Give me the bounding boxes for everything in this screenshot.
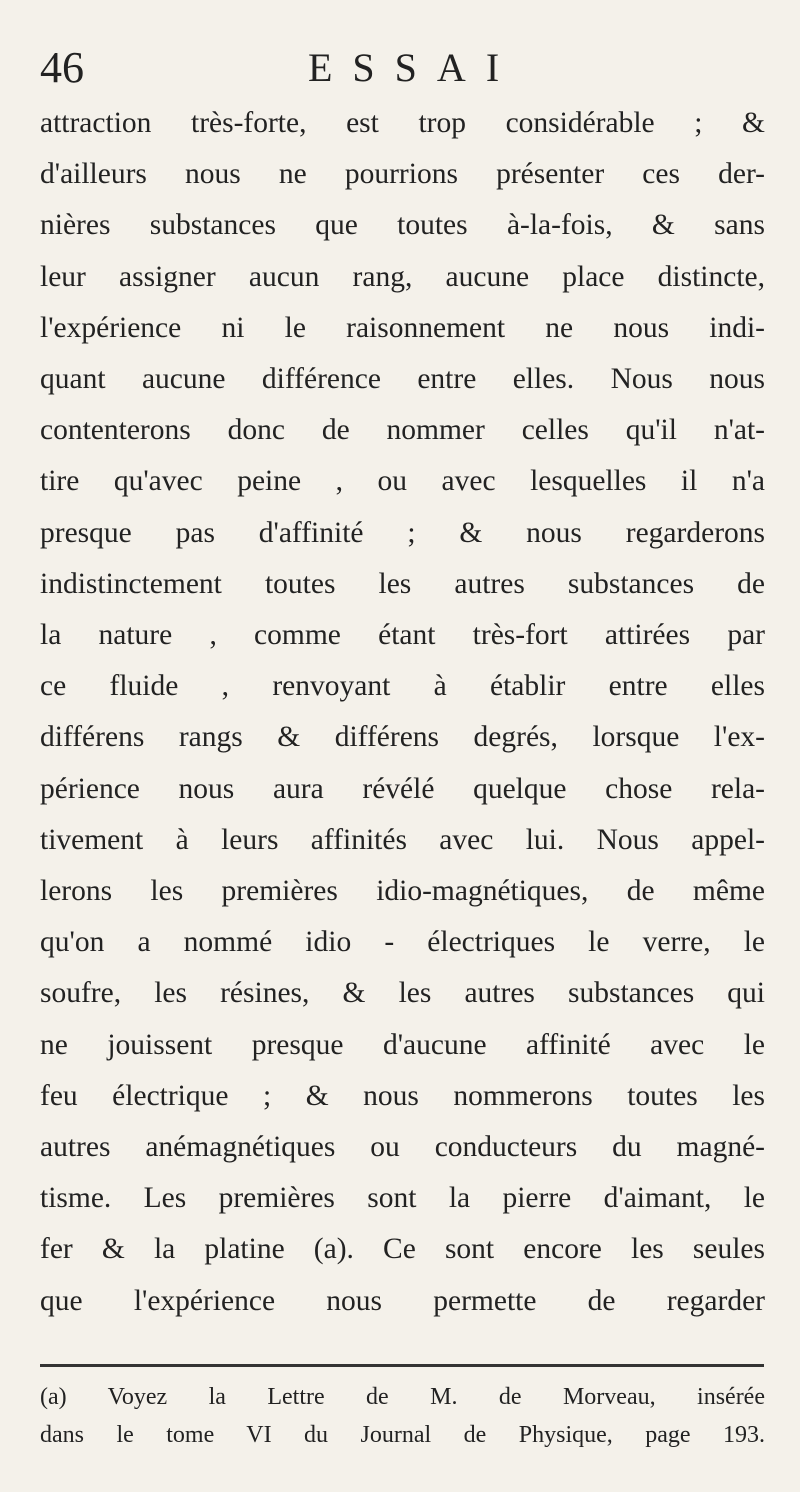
text-line: tisme. Les premières sont la pierre d'aimant, le [40, 1182, 765, 1215]
text-line: feu électrique ; & nous nommerons toutes les [40, 1079, 765, 1112]
text-line: lerons les premières idio-magnétiques, de même [40, 875, 765, 908]
footnote-line: dans le tome VI du Journal de Physique, page 193. [40, 1422, 765, 1448]
text-line: l'expérience ni le raisonnement ne nous indi- [40, 311, 765, 344]
text-line: attraction très-forte, est trop considérable ; & [40, 107, 765, 139]
text-line: différens rangs & différens degrés, lorsque l'ex- [40, 721, 765, 754]
body-text [40, 98, 765, 1327]
text-line: fer & la platine (a). Ce sont encore les seules [40, 1233, 765, 1266]
text-line: nières substances que toutes à-la-fois, & sans [40, 209, 765, 242]
text-line: soufre, les résines, & les autres substances qui [40, 977, 765, 1010]
text-line: quant aucune différence entre elles. Nous nous [40, 363, 765, 396]
text-line: ce fluide , renvoyant à établir entre elles [40, 670, 765, 703]
text-line: contenterons donc de nommer celles qu'il n'at- [40, 414, 765, 447]
text-line: presque pas d'affinité ; & nous regarderons [40, 516, 765, 549]
text-line: la nature , comme étant très-fort attirées par [40, 619, 765, 652]
footnote [40, 1378, 765, 1454]
text-line: indistinctement toutes les autres substances de [40, 567, 765, 600]
footnote-divider [40, 1364, 764, 1367]
text-line: d'ailleurs nous ne pourrions présenter ces der- [40, 158, 765, 191]
text-line: tire qu'avec peine , ou avec lesquelles il n'a [40, 465, 765, 498]
running-title: ESSAI [308, 45, 520, 90]
page-header [40, 38, 760, 98]
text-line: tivement à leurs affinités avec lui. Nous appel- [40, 823, 765, 856]
footnote-line: (a) Voyez la Lettre de M. de Morveau, insérée [40, 1384, 765, 1410]
page-number: 46 [40, 43, 84, 92]
text-line: qu'on a nommé idio - électriques le verre, le [40, 926, 765, 959]
text-line: périence nous aura révélé quelque chose rela- [40, 772, 765, 805]
text-line: que l'expérience nous permette de regarder [40, 1284, 765, 1317]
text-line: autres anémagnétiques ou conducteurs du magné- [40, 1131, 765, 1164]
text-line: ne jouissent presque d'aucune affinité avec le [40, 1028, 765, 1061]
text-line: leur assigner aucun rang, aucune place distincte, [40, 260, 765, 293]
